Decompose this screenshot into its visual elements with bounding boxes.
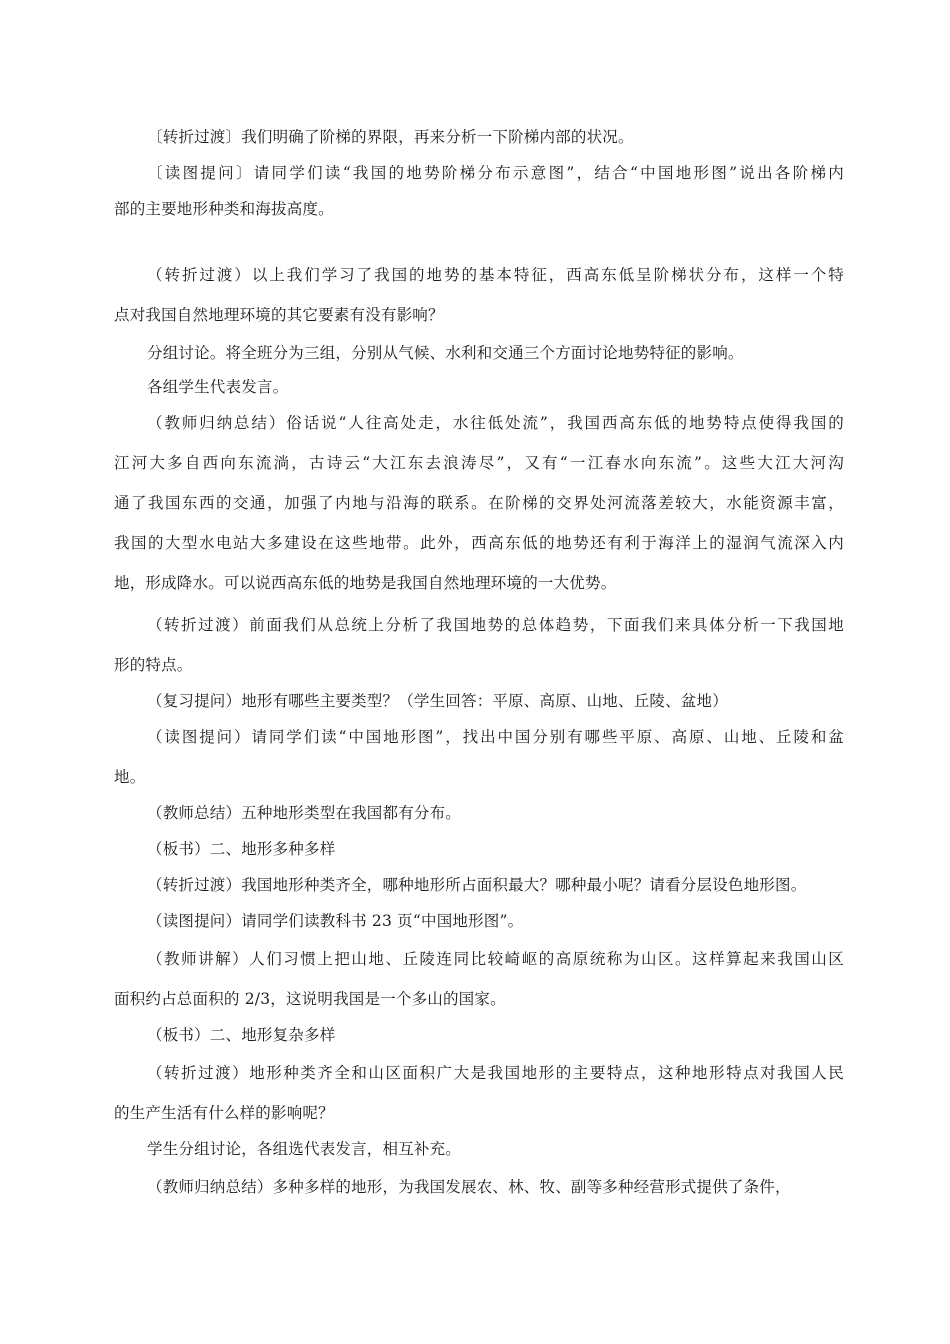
paragraph-teacher-summary-3 <box>114 1177 844 1197</box>
paragraph-line: （板书）二、地形多种多样 <box>147 840 336 858</box>
paragraph-board-1 <box>114 839 844 859</box>
paragraph-line: 学生分组讨论，各组选代表发言，相互补充。 <box>147 1140 462 1158</box>
paragraph-line: （转折过渡）以上我们学习了我国的地势的基本特征，西高东低呈阶梯状分布，这样一个特 <box>147 266 844 284</box>
paragraph-map-question-3 <box>114 911 844 931</box>
paragraph-line: 面积约占总面积的 2/3，这说明我国是一个多山的国家。 <box>114 990 506 1008</box>
paragraph-line: （转折过渡）前面我们从总统上分析了我国地势的总体趋势，下面我们来具体分析一下我国地 <box>147 616 844 634</box>
paragraph-line: 地，形成降水。可以说西高东低的地势是我国自然地理环境的一大优势。 <box>114 574 617 592</box>
paragraph-line: （转折过渡）我国地形种类齐全，哪种地形所占面积最大？哪种最小呢？请看分层设色地形图。 <box>147 876 807 894</box>
paragraph-transition-3 <box>114 615 844 675</box>
paragraph-line: （教师归纳总结）俗话说“人往高处走，水往低处流”，我国西高东低的地势特点使得我国的 <box>147 414 844 432</box>
paragraph-teacher-summary-1 <box>114 413 844 593</box>
paragraph-map-question-2 <box>114 727 844 787</box>
paragraph-transition-5 <box>114 1063 844 1123</box>
paragraph-line: （读图提问）请同学们读“中国地形图”，找出中国分别有哪些平原、高原、山地、丘陵和盆 <box>147 728 844 746</box>
paragraph-line: 的生产生活有什么样的影响呢？ <box>114 1104 334 1122</box>
paragraph-line: 我国的大型水电站大多建设在这些地带。此外，西高东低的地势还有利于海洋上的湿润气流深入内 <box>114 534 844 552</box>
paragraph-line: （教师归纳总结）多种多样的地形，为我国发展农、林、牧、副等多种经营形式提供了条件， <box>147 1178 791 1196</box>
paragraph-line: （转折过渡）地形种类齐全和山区面积广大是我国地形的主要特点，这种地形特点对我国人民 <box>147 1064 844 1082</box>
paragraph-line: 通了我国东西的交通，加强了内地与沿海的联系。在阶梯的交界处河流落差较大，水能资源丰富， <box>114 494 844 512</box>
paragraph-teacher-summary-2 <box>114 803 844 823</box>
paragraph-line: （读图提问）请同学们读教科书 23 页“中国地形图”。 <box>147 912 524 930</box>
paragraph-line: 〔读图提问〕请同学们读“我国的地势阶梯分布示意图”，结合“中国地形图”说出各阶梯内 <box>147 164 844 182</box>
paragraph-line: （教师讲解）人们习惯上把山地、丘陵连同比较崎岖的高原统称为山区。这样算起来我国山区 <box>147 950 844 968</box>
paragraph-line: 江河大多自西向东流淌，古诗云“大江东去浪涛尽”，又有“一江春水向东流”。这些大江大河沟 <box>114 454 844 472</box>
paragraph-line: 地。 <box>114 768 146 786</box>
paragraph-line: 分组讨论。将全班分为三组，分别从气候、水利和交通三个方面讨论地势特征的影响。 <box>147 344 744 362</box>
paragraph-line: 部的主要地形种类和海拔高度。 <box>114 200 334 218</box>
paragraph-student-group <box>114 1139 844 1159</box>
paragraph-transition-1 <box>114 127 844 147</box>
paragraph-review-question <box>114 691 844 711</box>
paragraph-group-discussion <box>114 343 844 363</box>
paragraph-line: （复习提问）地形有哪些主要类型？（学生回答：平原、高原、山地、丘陵、盆地） <box>147 692 728 710</box>
paragraph-line: （板书）二、地形复杂多样 <box>147 1026 336 1044</box>
paragraph-transition-2 <box>114 265 844 325</box>
paragraph-line: 形的特点。 <box>114 656 193 674</box>
paragraph-map-question-1 <box>114 163 844 219</box>
paragraph-student-speech <box>114 377 844 397</box>
paragraph-line: 点对我国自然地理环境的其它要素有没有影响？ <box>114 306 444 324</box>
paragraph-line: 各组学生代表发言。 <box>147 378 289 396</box>
paragraph-line: 〔转折过渡〕我们明确了阶梯的界限，再来分析一下阶梯内部的状况。 <box>147 128 634 146</box>
paragraph-board-2 <box>114 1025 844 1045</box>
paragraph-transition-4 <box>114 875 844 895</box>
paragraph-line: （教师总结）五种地形类型在我国都有分布。 <box>147 804 462 822</box>
paragraph-teacher-explain <box>114 949 844 1009</box>
